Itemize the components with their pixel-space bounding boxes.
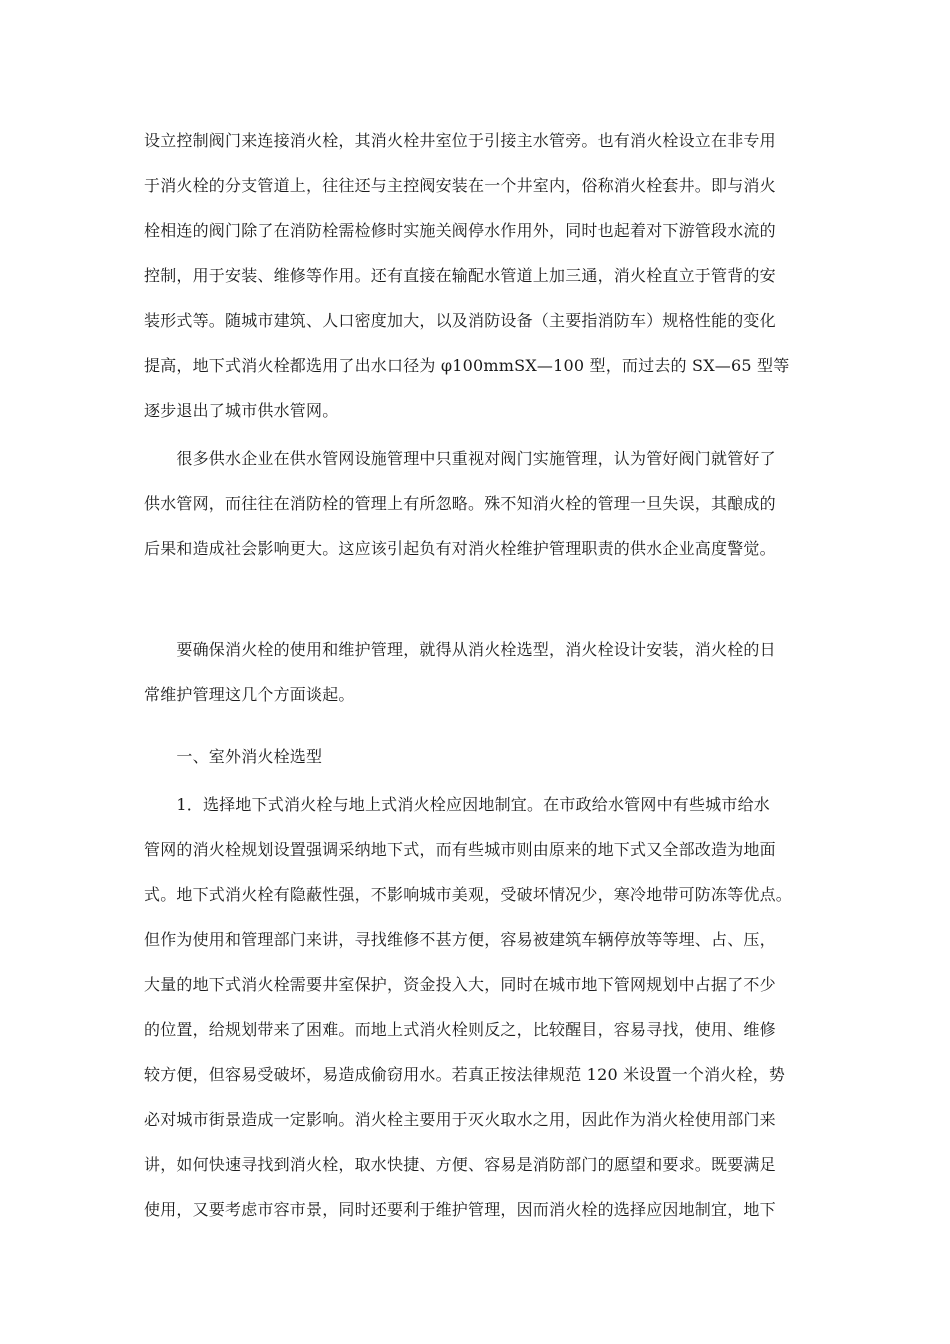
text-line: 要确保消火栓的使用和维护管理，就得从消火栓选型，消火栓设计安装，消火栓的日: [144, 640, 776, 659]
paragraph-1: [144, 118, 809, 433]
heading-line: 一、室外消火栓选型: [144, 747, 323, 766]
text-line: 装形式等。随城市建筑、人口密度加大，以及消防设备（主要指消防车）规格性能的变化: [144, 311, 776, 330]
text-line: 式。地下式消火栓有隐蔽性强，不影响城市美观，受破坏情况少，寒冷地带可防冻等优点。: [144, 885, 793, 904]
text-line: 讲，如何快速寻找到消火栓，取水快捷、方便、容易是消防部门的愿望和要求。既要满足: [144, 1155, 776, 1174]
text-line: 常维护管理这几个方面谈起。: [144, 685, 355, 704]
paragraph-2: [144, 436, 809, 571]
text-line: 逐步退出了城市供水管网。: [144, 401, 339, 420]
text-line: 的位置，给规划带来了困难。而地上式消火栓则反之，比较醒目，容易寻找，使用、维修: [144, 1020, 776, 1039]
text-line: 管网的消火栓规划设置强调采纳地下式，而有些城市则由原来的地下式又全部改造为地面: [144, 840, 776, 859]
text-line: 设立控制阀门来连接消火栓，其消火栓井室位于引接主水管旁。也有消火栓设立在非专用: [144, 131, 776, 150]
text-line: 提高，地下式消火栓都选用了出水口径为 φ100mmSX—100 型，而过去的 SX—65 型等: [144, 356, 790, 375]
paragraph-spacer: [144, 571, 809, 627]
text-line: 使用，又要考虑市容市景，同时还要利于维护管理，因而消火栓的选择应因地制宜，地下: [144, 1200, 776, 1219]
text-line: 但作为使用和管理部门来讲，寻找维修不甚方便，容易被建筑车辆停放等等埋、占、压，: [144, 930, 776, 949]
text-line: 后果和造成社会影响更大。这应该引起负有对消火栓维护管理职责的供水企业高度警觉。: [144, 539, 776, 558]
section-heading: [144, 734, 809, 779]
text-line: 控制，用于安装、维修等作用。还有直接在输配水管道上加三通，消火栓直立于管背的安: [144, 266, 776, 285]
text-line: 于消火栓的分支管道上，往往还与主控阀安装在一个井室内，俗称消火栓套井。即与消火: [144, 176, 776, 195]
paragraph-spacer: [144, 717, 809, 734]
text-line: 1．选择地下式消火栓与地上式消火栓应因地制宜。在市政给水管网中有些城市给水: [144, 795, 770, 814]
text-line: 较方便，但容易受破坏，易造成偷窃用水。若真正按法律规范 120 米设置一个消火栓，势: [144, 1065, 786, 1084]
document-body: [144, 118, 809, 1232]
text-line: 供水管网，而往往在消防栓的管理上有所忽略。殊不知消火栓的管理一旦失误，其酿成的: [144, 494, 776, 513]
paragraph-4: [144, 782, 809, 1232]
text-line: 必对城市街景造成一定影响。消火栓主要用于灭火取水之用，因此作为消火栓使用部门来: [144, 1110, 776, 1129]
text-line: 栓相连的阀门除了在消防栓需检修时实施关阀停水作用外，同时也起着对下游管段水流的: [144, 221, 776, 240]
text-line: 很多供水企业在供水管网设施管理中只重视对阀门实施管理，认为管好阀门就管好了: [144, 449, 776, 468]
paragraph-3: [144, 627, 809, 717]
text-line: 大量的地下式消火栓需要井室保护，资金投入大，同时在城市地下管网规划中占据了不少: [144, 975, 776, 994]
